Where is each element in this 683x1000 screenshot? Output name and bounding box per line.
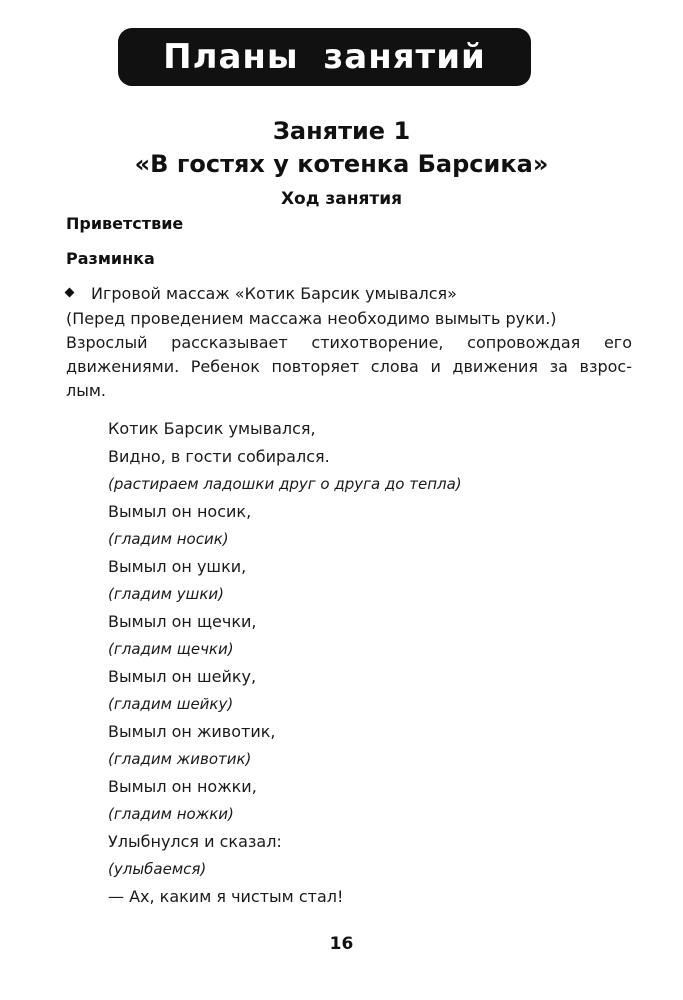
poem-stage-direction: (гладим шейку) xyxy=(108,695,234,713)
poem-stage-direction: (гладим щечки) xyxy=(108,640,234,658)
bullet-text: Игровой массаж «Котик Барсик умывался» xyxy=(91,284,457,303)
intro-paragraph-line-1: Взрослый рассказывает стихотворение, сопровождая его xyxy=(66,333,632,352)
section-banner xyxy=(118,28,531,86)
diamond-bullet-icon xyxy=(65,288,75,298)
banner-title: Планы занятий xyxy=(163,37,486,77)
poem-verse-line: Вымыл он ушки, xyxy=(108,556,247,576)
poem-stage-direction: (растираем ладошки друг о друга до тепла) xyxy=(108,475,462,493)
poem-verse-line: Вымыл он шейку, xyxy=(108,666,257,686)
poem-verse-line: Вымыл он ножки, xyxy=(108,776,257,796)
lesson-subtitle: «В гостях у котенка Барсика» xyxy=(134,150,549,178)
intro-note: (Перед проведением массажа необходимо вымыть руки.) xyxy=(66,309,557,328)
bullet-item xyxy=(66,282,457,306)
intro-paragraph-line-3: лым. xyxy=(66,381,107,400)
poem-stage-direction: (гладим животик) xyxy=(108,750,252,768)
page-number: 16 xyxy=(329,934,354,954)
lesson-title: Занятие 1 xyxy=(272,117,411,145)
section-warmup: Разминка xyxy=(66,249,155,268)
poem-stage-direction: (гладим ножки) xyxy=(108,805,234,823)
poem-verse-line: Вымыл он щечки, xyxy=(108,611,257,631)
poem-verse-line: Видно, в гости собирался. xyxy=(108,446,330,466)
poem-verse-line: — Ах, каким я чистым стал! xyxy=(108,886,344,906)
poem-verse-line: Вымыл он животик, xyxy=(108,721,276,741)
section-greeting: Приветствие xyxy=(66,214,184,233)
poem-verse-line: Котик Барсик умывался, xyxy=(108,419,316,438)
poem-stage-direction: (улыбаемся) xyxy=(108,860,207,878)
poem-verse-line: Вымыл он носик, xyxy=(108,501,252,521)
intro-paragraph-line-2: движениями. Ребенок повторяет слова и движения за взрос- xyxy=(66,357,632,376)
poem-verse-line: Улыбнулся и сказал: xyxy=(108,831,282,851)
poem xyxy=(108,416,608,911)
poem-stage-direction: (гладим носик) xyxy=(108,530,229,548)
poem-stage-direction: (гладим ушки) xyxy=(108,585,224,603)
course-heading: Ход занятия xyxy=(280,189,403,209)
